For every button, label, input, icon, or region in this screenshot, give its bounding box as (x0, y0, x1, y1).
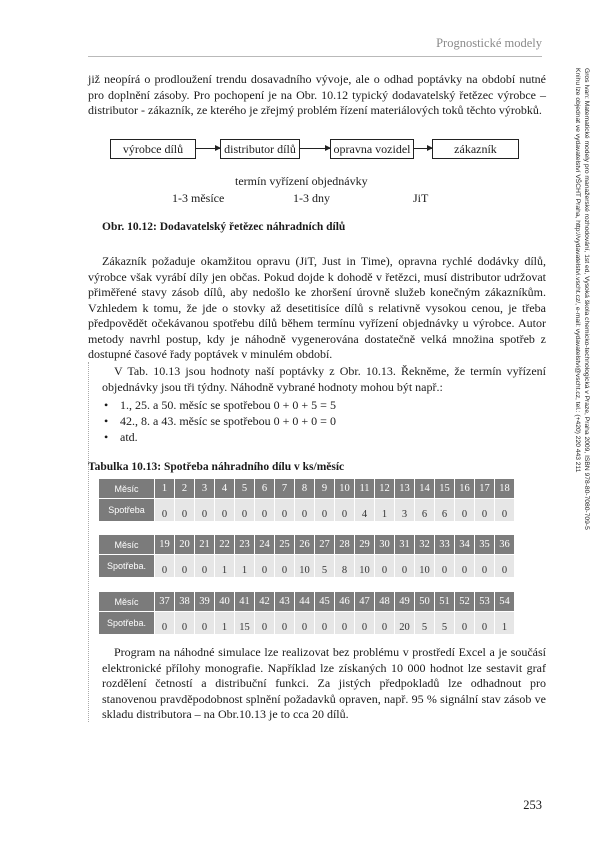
table-row (99, 499, 514, 521)
value-cell: 1 (235, 555, 254, 577)
value-cell: 0 (255, 499, 274, 521)
month-cell: 33 (435, 535, 454, 554)
month-cell: 51 (435, 592, 454, 611)
table-row (99, 555, 514, 577)
value-cell: 0 (335, 612, 354, 634)
value-cell: 10 (415, 555, 434, 577)
month-cell: 36 (495, 535, 514, 554)
month-cell: 5 (235, 479, 254, 498)
month-cell: 54 (495, 592, 514, 611)
term-label: 1-3 dny (293, 191, 330, 205)
month-cell: 21 (195, 535, 214, 554)
month-cell: 46 (335, 592, 354, 611)
month-cell: 7 (275, 479, 294, 498)
value-cell: 15 (235, 612, 254, 634)
month-cell: 10 (335, 479, 354, 498)
value-cell: 0 (335, 499, 354, 521)
row-header: Měsíc (99, 535, 154, 554)
row-header: Spotřeba. (99, 612, 154, 634)
list-item: • 42., 8. a 43. měsíc se spotřebou 0 + 0 + 0 = 0 (102, 413, 336, 429)
value-cell: 1 (495, 612, 514, 634)
month-cell: 52 (455, 592, 474, 611)
month-cell: 23 (235, 535, 254, 554)
margin-dotted-line (88, 362, 89, 722)
month-cell: 13 (395, 479, 414, 498)
month-cell: 44 (295, 592, 314, 611)
value-cell: 5 (415, 612, 434, 634)
value-cell: 0 (455, 612, 474, 634)
value-cell: 5 (315, 555, 334, 577)
month-cell: 14 (415, 479, 434, 498)
month-cell: 17 (475, 479, 494, 498)
month-cell: 8 (295, 479, 314, 498)
value-cell: 0 (195, 612, 214, 634)
month-cell: 12 (375, 479, 394, 498)
side-note (573, 68, 591, 530)
value-cell: 0 (455, 555, 474, 577)
month-cell: 50 (415, 592, 434, 611)
page-number: 253 (523, 798, 542, 812)
month-cell: 18 (495, 479, 514, 498)
arrow-icon (196, 148, 220, 149)
term-label: JiT (413, 191, 429, 205)
value-cell: 10 (295, 555, 314, 577)
value-cell: 0 (155, 499, 174, 521)
month-cell: 19 (155, 535, 174, 554)
value-cell: 1 (375, 499, 394, 521)
month-cell: 24 (255, 535, 274, 554)
value-cell: 0 (215, 499, 234, 521)
node-repair-shop: opravna vozidel (330, 139, 414, 159)
value-cell: 0 (315, 612, 334, 634)
row-header: Spotřeba (99, 499, 154, 521)
month-cell: 22 (215, 535, 234, 554)
month-cell: 35 (475, 535, 494, 554)
supply-chain-diagram (110, 139, 520, 205)
month-cell: 26 (295, 535, 314, 554)
month-cell: 48 (375, 592, 394, 611)
diagram-subtitle: termín vyřízení objednávky (235, 174, 368, 188)
value-cell: 0 (175, 555, 194, 577)
value-cell: 0 (255, 555, 274, 577)
month-cell: 40 (215, 592, 234, 611)
value-cell: 10 (355, 555, 374, 577)
value-cell: 8 (335, 555, 354, 577)
month-cell: 16 (455, 479, 474, 498)
body-paragraph: V Tab. 10.13 jsou hodnoty naší poptávky z Obr. 10.13. Řekněme, že termín vyřízení objednávky jsou tři týdny. Náhodně vybrané hodnoty mohou být např.: (102, 364, 546, 394)
month-cell: 49 (395, 592, 414, 611)
example-list (102, 397, 336, 445)
month-cell: 2 (175, 479, 194, 498)
value-cell: 0 (155, 555, 174, 577)
node-distributor: distributor dílů (220, 139, 300, 159)
value-cell: 0 (315, 499, 334, 521)
month-cell: 30 (375, 535, 394, 554)
table-caption: Tabulka 10.13: Spotřeba náhradního dílu v ks/měsíc (88, 461, 345, 473)
value-cell: 0 (175, 499, 194, 521)
month-cell: 42 (255, 592, 274, 611)
row-header: Měsíc (99, 592, 154, 611)
value-cell: 20 (395, 612, 414, 634)
value-cell: 0 (255, 612, 274, 634)
table-row (99, 479, 514, 498)
month-cell: 27 (315, 535, 334, 554)
value-cell: 0 (395, 555, 414, 577)
value-cell: 0 (275, 612, 294, 634)
value-cell: 0 (295, 499, 314, 521)
node-customer: zákazník (432, 139, 519, 159)
table-row (99, 535, 514, 554)
value-cell: 1 (215, 612, 234, 634)
value-cell: 0 (495, 499, 514, 521)
month-cell: 3 (195, 479, 214, 498)
arrow-icon (414, 148, 432, 149)
month-cell: 1 (155, 479, 174, 498)
month-cell: 31 (395, 535, 414, 554)
figure-caption: Obr. 10.12: Dodavatelský řetězec náhradních dílů (102, 221, 346, 233)
consumption-table-block (98, 591, 515, 635)
body-paragraph: Zákazník požaduje okamžitou opravu (JiT, Just in Time), opravna rychlé dodávky dílů, výrobce však vyrábí díly jen občas. Pokud dojde k dohodě v řetězci, musí distributor udržovat přiměřené stavy zásob dílů, aby nedošlo ke zhoršení úrovně služeb konečným zákazníkům. Vzhledem k tomu, že jde o stovky až desetitisíce dílů s relativně vysokou cenou, je třeba předpovědět očekávanou spotřebu dílů během termínu vyřízení objednávky u výrobce. Autor metody navrhl postup, kdy je náhodně vygenerována dostatečně velká množina spotřeb z dostupné časové řady poptávek v minulém období. (88, 254, 546, 361)
month-cell: 43 (275, 592, 294, 611)
value-cell: 1 (215, 555, 234, 577)
table-row (99, 592, 514, 611)
arrow-icon (300, 148, 330, 149)
month-cell: 32 (415, 535, 434, 554)
month-cell: 39 (195, 592, 214, 611)
month-cell: 28 (335, 535, 354, 554)
value-cell: 0 (235, 499, 254, 521)
month-cell: 37 (155, 592, 174, 611)
month-cell: 9 (315, 479, 334, 498)
consumption-table-block (98, 478, 515, 522)
header-divider (88, 56, 542, 57)
list-item: • atd. (102, 429, 336, 445)
month-cell: 25 (275, 535, 294, 554)
value-cell: 4 (355, 499, 374, 521)
value-cell: 0 (195, 555, 214, 577)
month-cell: 6 (255, 479, 274, 498)
body-paragraph: Program na náhodné simulace lze realizovat bez problému v prostředí Excel a je součásí elektronické přílohy monografie. Například lze získaných 10 000 hodnot lze sestavit graf rozdělení četností a distribuční funkci. Za jistých předpokladů lze odhadnout pro stanovenou pravděpodobnost splnění požadavků opraven, např. 95 % signální stav zásob ve skladu distributora – na Obr.10.13 je to cca 20 dílů. (102, 645, 546, 721)
value-cell: 0 (175, 612, 194, 634)
value-cell: 0 (435, 555, 454, 577)
value-cell: 0 (475, 555, 494, 577)
node-manufacturer: výrobce dílů (110, 139, 196, 159)
month-cell: 47 (355, 592, 374, 611)
value-cell: 0 (275, 555, 294, 577)
value-cell: 6 (435, 499, 454, 521)
value-cell: 0 (455, 499, 474, 521)
value-cell: 0 (355, 612, 374, 634)
month-cell: 11 (355, 479, 374, 498)
term-label: 1-3 měsíce (172, 191, 225, 205)
month-cell: 45 (315, 592, 334, 611)
value-cell: 0 (475, 612, 494, 634)
value-cell: 0 (375, 612, 394, 634)
value-cell: 6 (415, 499, 434, 521)
value-cell: 0 (295, 612, 314, 634)
month-cell: 53 (475, 592, 494, 611)
value-cell: 3 (395, 499, 414, 521)
value-cell: 0 (495, 555, 514, 577)
value-cell: 5 (435, 612, 454, 634)
consumption-table-block (98, 534, 515, 578)
row-header: Měsíc (99, 479, 154, 498)
value-cell: 0 (375, 555, 394, 577)
intro-paragraph: již neopírá o prodloužení trendu dosavadního vývoje, ale o odhad poptávky na období nutné pro doplnění zásoby. Pro pochopení je na Obr. 10.12 typický dodavatelský řetězec výrobce – distributor - zákazník, ze kterého je zřejmý problém řízení materiálových toků těchto výrobků. (88, 72, 546, 117)
month-cell: 20 (175, 535, 194, 554)
value-cell: 0 (275, 499, 294, 521)
value-cell: 0 (195, 499, 214, 521)
value-cell: 0 (475, 499, 494, 521)
row-header: Spotřeba. (99, 555, 154, 577)
side-note-order-info: Knihu lze objednat ve vydavatelství VŠCHT Praha, http://vydavatelstvi.vscht.cz/, e-mail: vydavatelstvi@vscht.cz, tel.: (+420) 220 443 211 (574, 68, 581, 473)
value-cell: 0 (155, 612, 174, 634)
list-item: • 1., 25. a 50. měsíc se spotřebou 0 + 0 + 5 = 5 (102, 397, 336, 413)
side-note-citation: Gros Ivan: Matematické modely pro manažerské rozhodování, 1st ed, Vysoká škola chemicko-technologická v Praze, Praha 2009, ISBN 978-80-7080-709-5 (583, 68, 590, 530)
month-cell: 41 (235, 592, 254, 611)
table-row (99, 612, 514, 634)
month-cell: 4 (215, 479, 234, 498)
month-cell: 34 (455, 535, 474, 554)
running-title: Prognostické modely (436, 36, 542, 50)
month-cell: 38 (175, 592, 194, 611)
month-cell: 29 (355, 535, 374, 554)
month-cell: 15 (435, 479, 454, 498)
